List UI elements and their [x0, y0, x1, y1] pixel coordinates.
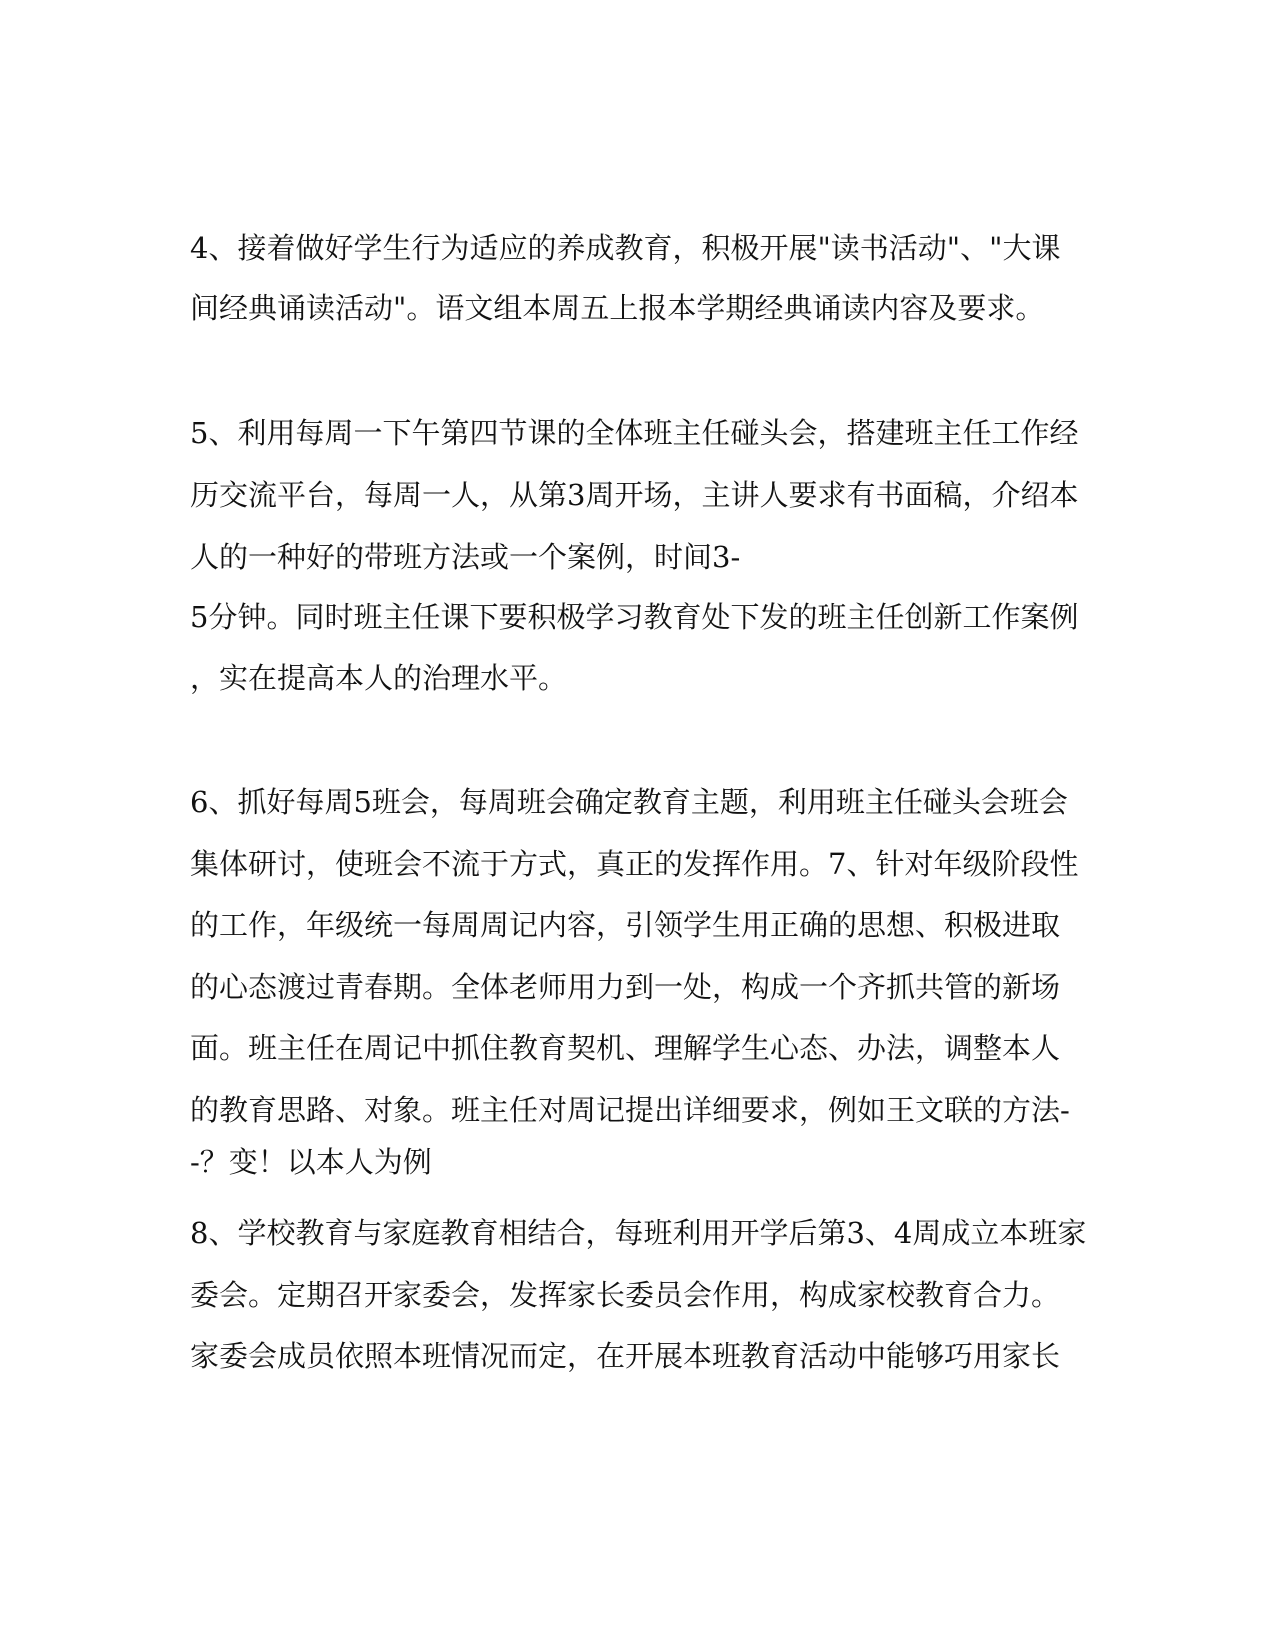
- text-line: 间经典诵读活动"。语文组本周五上报本学期经典诵读内容及要求。: [190, 291, 1045, 325]
- text-line: ，实在提高本人的治理水平。: [190, 661, 568, 695]
- text-line: 的心态渡过青春期。全体老师用力到一处，构成一个齐抓共管的新场: [190, 970, 1061, 1004]
- text-line: -？变！以本人为例: [190, 1145, 432, 1179]
- text-line: 5分钟。同时班主任课下要积极学习教育处下发的班主任创新工作案例: [190, 600, 1079, 634]
- text-line: 4、接着做好学生行为适应的养成教育，积极开展"读书活动"、"大课: [190, 231, 1061, 265]
- text-line: 委会。定期召开家委会，发挥家长委员会作用，构成家校教育合力。: [190, 1278, 1061, 1312]
- text-line: 的教育思路、对象。班主任对周记提出详细要求，例如王文联的方法-: [190, 1093, 1070, 1127]
- text-line: 集体研讨，使班会不流于方式，真正的发挥作用。7、针对年级阶段性: [190, 847, 1079, 881]
- text-line: 5、利用每周一下午第四节课的全体班主任碰头会，搭建班主任工作经: [190, 416, 1079, 450]
- text-line: 家委会成员依照本班情况而定，在开展本班教育活动中能够巧用家长: [190, 1339, 1061, 1373]
- text-line: 面。班主任在周记中抓住教育契机、理解学生心态、办法，调整本人: [190, 1031, 1061, 1065]
- text-line: 人的一种好的带班方法或一个案例，时间3-: [190, 540, 741, 574]
- text-line: 8、学校教育与家庭教育相结合，每班利用开学后第3、4周成立本班家: [190, 1216, 1087, 1250]
- text-line: 历交流平台，每周一人，从第3周开场，主讲人要求有书面稿，介绍本: [190, 478, 1079, 512]
- text-line: 6、抓好每周5班会，每周班会确定教育主题，利用班主任碰头会班会: [190, 785, 1068, 819]
- text-line: 的工作，年级统一每周周记内容，引领学生用正确的思想、积极进取: [190, 908, 1061, 942]
